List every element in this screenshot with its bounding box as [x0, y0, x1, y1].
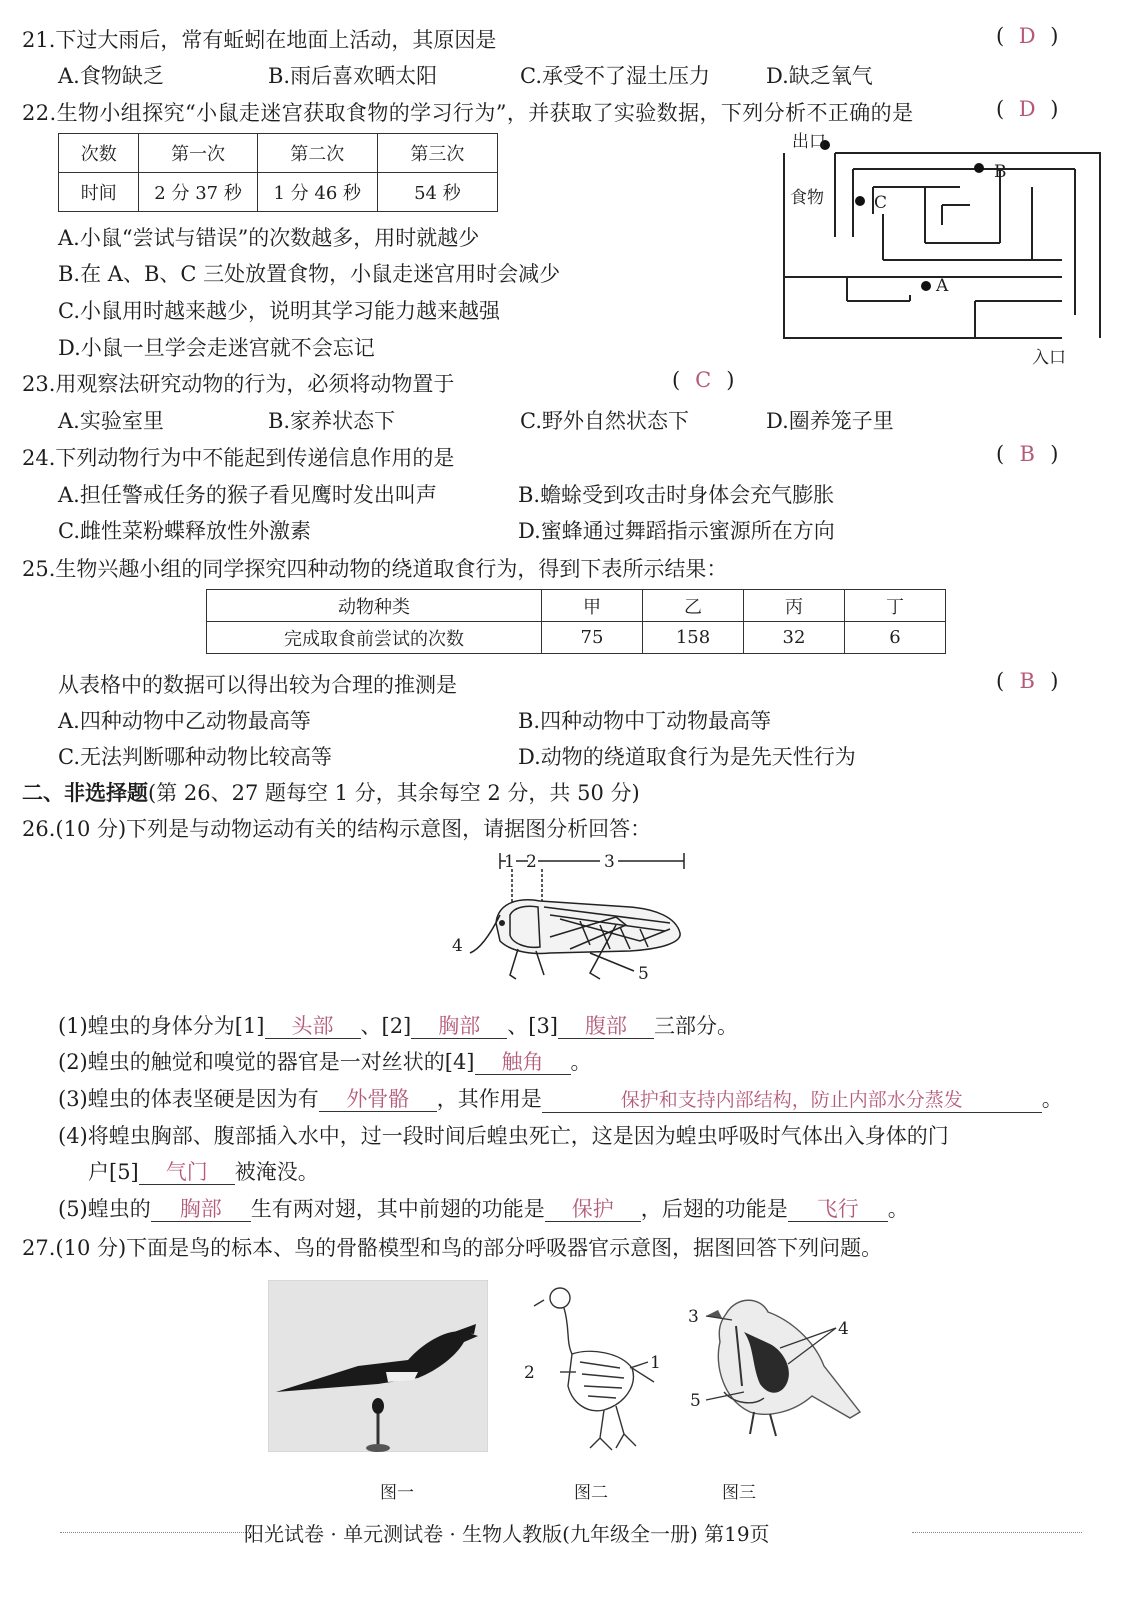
- q22-answer: D: [1018, 97, 1036, 121]
- grasshopper-label-2: 2: [526, 852, 537, 872]
- q21-answer-bracket: ( D ): [996, 24, 1059, 48]
- q26-sub3-text: ，其作用是: [436, 1087, 542, 1111]
- q22-option-d: D.小鼠一旦学会走迷宫就不会忘记: [58, 336, 375, 360]
- figure3-caption: 图三: [722, 1483, 756, 1503]
- q22-header-cell: 第二次: [257, 134, 377, 173]
- maze-a-label: A: [936, 276, 949, 296]
- q24-stem: 24.下列动物行为中不能起到传递信息作用的是: [22, 446, 455, 470]
- grasshopper-label-1: 1: [504, 852, 515, 872]
- q26-sub5: [58, 1193, 909, 1223]
- q26-blank-hindwing: 飞行: [788, 1197, 888, 1222]
- q23-option-a: A.实验室里: [58, 409, 164, 433]
- q23-option-b: B.家养状态下: [268, 409, 396, 433]
- q26-sub5-text: ，后翅的功能是: [640, 1197, 788, 1221]
- section-title: 二、非选择题: [22, 780, 148, 805]
- q25-answer-bracket: ( B ): [996, 669, 1059, 693]
- q25-stem: 25.生物兴趣小组的同学探究四种动物的绕道取食行为，得到下表所示结果：: [22, 557, 728, 581]
- q25-row-cell: 完成取食前尝试的次数: [207, 622, 542, 654]
- q26-blank-forewing: 保护: [545, 1197, 641, 1222]
- q22-row-cell: 54 秒: [377, 173, 497, 212]
- q26-sub1-text: (1)蝗虫的身体分为[1]: [58, 1014, 265, 1038]
- grasshopper-diagram: [440, 845, 700, 995]
- maze-c-label: C: [874, 193, 888, 213]
- q24-answer: B: [1019, 442, 1035, 466]
- q24-option-b: B.蟾蜍受到攻击时身体会充气膨胀: [518, 483, 835, 507]
- respiratory-label-3: 3: [688, 1307, 699, 1327]
- q22-row-cell: 1 分 46 秒: [257, 173, 377, 212]
- figure1-magpie-specimen: [268, 1280, 488, 1452]
- maze-diagram: [770, 125, 1110, 370]
- skeleton-label-2: 2: [524, 1363, 535, 1383]
- q24-option-a: A.担任警戒任务的猴子看见鹰时发出叫声: [58, 483, 437, 507]
- grasshopper-label-3: 3: [604, 852, 615, 872]
- footer-rule-right: [912, 1532, 1082, 1533]
- figure3-bird-respiratory: [684, 1286, 880, 1452]
- q26-sub4-text: 被淹没。: [234, 1160, 319, 1184]
- q25-row-cell: 75: [542, 622, 643, 654]
- q26-blank-function: 保护和支持内部结构，防止内部水分蒸发: [542, 1088, 1042, 1113]
- q25-option-a: A.四种动物中乙动物最高等: [58, 709, 311, 733]
- figure2-bird-skeleton: [520, 1278, 670, 1464]
- respiratory-label-5: 5: [690, 1391, 701, 1411]
- q21-option-c: C.承受不了湿土压力: [520, 64, 710, 88]
- maze-entrance-label: 入口: [1032, 348, 1066, 368]
- q27-stem: 27.(10 分)下面是鸟的标本、鸟的骨骼模型和鸟的部分呼吸器官示意图，据图回答下列问题。: [22, 1236, 883, 1260]
- q23-stem: 23.用观察法研究动物的行为，必须将动物置于: [22, 372, 455, 396]
- q26-blank-antenna: 触角: [475, 1050, 571, 1075]
- maze-food-label: 食物: [790, 188, 824, 208]
- q21-answer: D: [1018, 24, 1036, 48]
- q22-answer-bracket: ( D ): [996, 97, 1059, 121]
- q25-data-table: [206, 589, 946, 654]
- q26-blank-wing-segment: 胸部: [151, 1197, 251, 1222]
- q26-sub4-line1: (4)将蝗虫胸部、腹部插入水中，过一段时间后蝗虫死亡，这是因为蝗虫呼吸时气体出入身体的门: [58, 1124, 949, 1148]
- q26-sub4-text: 户[5]: [88, 1160, 139, 1184]
- q25-header-cell: 丙: [744, 590, 845, 622]
- q26-sub1-text: 、[3]: [507, 1014, 558, 1038]
- q25-row-cell: 32: [744, 622, 845, 654]
- maze-b-label: B: [994, 162, 1007, 182]
- section-note: (第 26、27 题每空 1 分，其余每空 2 分，共 50 分): [148, 781, 640, 805]
- q25-header-cell: 丁: [845, 590, 946, 622]
- q25-header-cell: 乙: [643, 590, 744, 622]
- footer-rule-left: [60, 1532, 256, 1533]
- q21-option-a: A.食物缺乏: [58, 64, 164, 88]
- q26-sub5-text: 。: [887, 1197, 909, 1221]
- q26-sub2-text: (2)蝗虫的触觉和嗅觉的器官是一对丝状的[4]: [58, 1050, 475, 1074]
- respiratory-label-4: 4: [838, 1319, 849, 1339]
- q26-blank-head: 头部: [265, 1014, 361, 1039]
- section-heading: [22, 777, 640, 807]
- q26-sub3: [58, 1083, 1063, 1113]
- q26-sub4-line2: [88, 1156, 319, 1186]
- q22-row-cell: 2 分 37 秒: [139, 173, 257, 212]
- grasshopper-label-5: 5: [638, 964, 649, 984]
- q25-header-cell: 甲: [542, 590, 643, 622]
- q22-header-cell: 次数: [59, 134, 139, 173]
- q25-row-cell: 158: [643, 622, 744, 654]
- q23-option-d: D.圈养笼子里: [766, 409, 894, 433]
- q26-sub1-text: 、[2]: [360, 1014, 412, 1038]
- q25-option-d: D.动物的绕道取食行为是先天性行为: [518, 745, 856, 769]
- q25-answer: B: [1019, 669, 1035, 693]
- q25-row-cell: 6: [845, 622, 946, 654]
- q21-stem: 21.下过大雨后，常有蚯蚓在地面上活动，其原因是: [22, 28, 497, 52]
- q26-sub5-text: (5)蝗虫的: [58, 1197, 151, 1221]
- q26-sub2-text: 。: [570, 1050, 592, 1074]
- q26-blank-thorax: 胸部: [411, 1014, 507, 1039]
- q25-option-b: B.四种动物中丁动物最高等: [518, 709, 772, 733]
- maze-exit-label: 出口: [792, 132, 826, 152]
- q22-stem: 22.生物小组探究“小鼠走迷宫获取食物的学习行为”，并获取了实验数据，下列分析不正确的是: [22, 101, 914, 125]
- q22-option-a: A.小鼠“尝试与错误”的次数越多，用时就越少: [58, 226, 480, 250]
- q22-header-cell: 第三次: [377, 134, 497, 173]
- skeleton-label-1: 1: [650, 1353, 661, 1373]
- figure2-caption: 图二: [574, 1483, 608, 1503]
- q26-blank-abdomen: 腹部: [558, 1014, 654, 1039]
- q23-option-c: C.野外自然状态下: [520, 409, 689, 433]
- q21-option-d: D.缺乏氧气: [766, 64, 873, 88]
- q23-answer: C: [695, 368, 712, 392]
- q26-sub3-text: 。: [1041, 1087, 1063, 1111]
- q25-question: 从表格中的数据可以得出较为合理的推测是: [58, 673, 457, 697]
- q22-option-c: C.小鼠用时越来越少，说明其学习能力越来越强: [58, 299, 500, 323]
- q26-sub3-text: (3)蝗虫的体表坚硬是因为有: [58, 1087, 319, 1111]
- q22-header-cell: 第一次: [139, 134, 257, 173]
- q26-sub2: [58, 1046, 592, 1076]
- q25-header-cell: 动物种类: [207, 590, 542, 622]
- q26-sub1: [58, 1010, 738, 1040]
- q23-answer-bracket: ( C ): [672, 368, 735, 392]
- q25-option-c: C.无法判断哪种动物比较高等: [58, 745, 332, 769]
- figure1-caption: 图一: [380, 1483, 414, 1503]
- q22-option-b: B.在 A、B、C 三处放置食物，小鼠走迷宫用时会减少: [58, 262, 561, 286]
- q26-blank-spiracle: 气门: [139, 1160, 235, 1185]
- q26-sub1-text: 三部分。: [654, 1014, 738, 1038]
- q24-option-c: C.雌性菜粉蝶释放性外激素: [58, 519, 311, 543]
- q22-data-table: [58, 133, 498, 212]
- q24-answer-bracket: ( B ): [996, 442, 1059, 466]
- q26-blank-exoskeleton: 外骨骼: [319, 1087, 437, 1112]
- grasshopper-label-4: 4: [452, 936, 463, 956]
- q26-stem: 26.(10 分)下列是与动物运动有关的结构示意图，请据图分析回答：: [22, 817, 652, 841]
- q24-option-d: D.蜜蜂通过舞蹈指示蜜源所在方向: [518, 519, 835, 543]
- q21-option-b: B.雨后喜欢晒太阳: [268, 64, 438, 88]
- footer-text: 阳光试卷 · 单元测试卷 · 生物人教版(九年级全一册) 第19页: [244, 1522, 770, 1546]
- q22-row-cell: 时间: [59, 173, 139, 212]
- q26-sub5-text: 生有两对翅，其中前翅的功能是: [250, 1197, 545, 1221]
